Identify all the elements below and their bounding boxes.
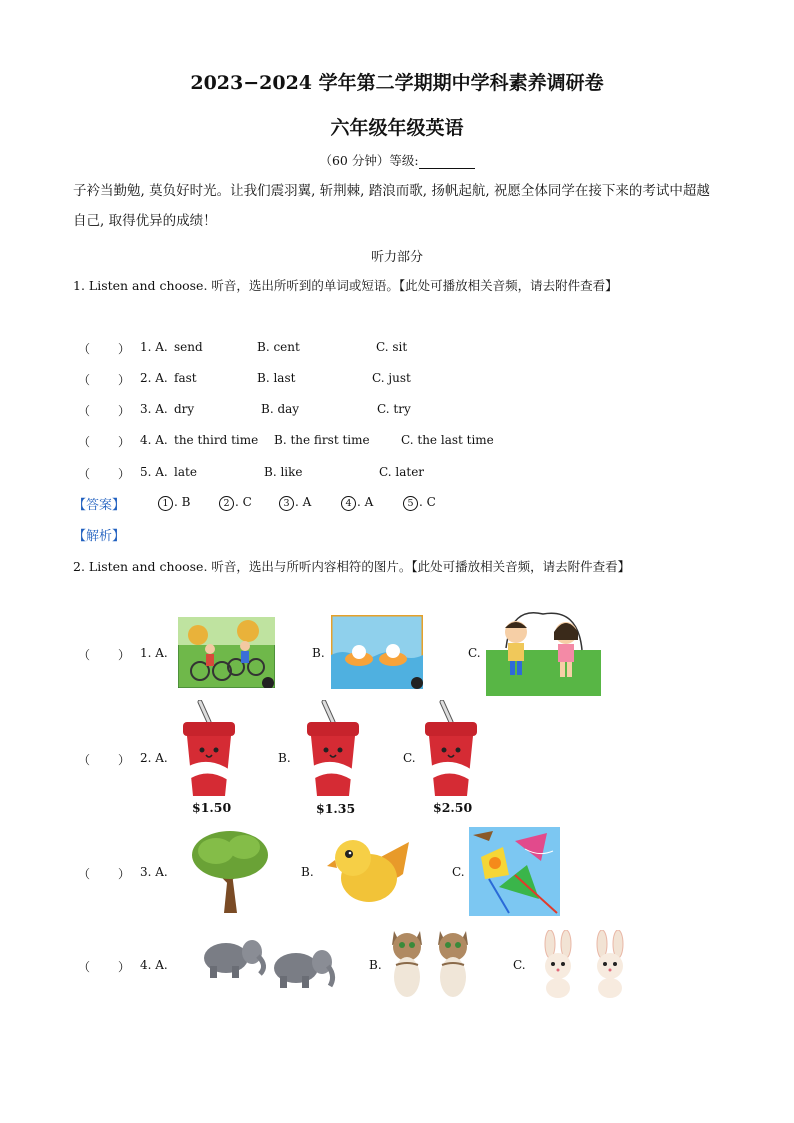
exam-subtitle: 六年级年级英语 bbox=[330, 117, 464, 139]
paren-close: ） bbox=[118, 467, 131, 481]
cats-picture bbox=[386, 925, 476, 1003]
bicycle-picture bbox=[178, 617, 275, 688]
option-b: B. bbox=[301, 865, 314, 879]
answer-number: 2 bbox=[219, 496, 234, 511]
item-num: 2. A. bbox=[140, 751, 168, 765]
price-c: $2.50 bbox=[433, 800, 473, 815]
option-b: B. the first time bbox=[274, 433, 370, 447]
answer-value: . A bbox=[295, 495, 312, 509]
soda-cup-a bbox=[180, 700, 238, 798]
part1-instruction: 1. Listen and choose. 听音，选出所听到的单词或短语。【此处可播放相关音频，请去附件查看】 bbox=[73, 278, 618, 293]
option-a: fast bbox=[174, 371, 197, 385]
answer-number: 3 bbox=[279, 496, 294, 511]
option-c: C. bbox=[452, 865, 465, 879]
option-b: B. cent bbox=[257, 340, 300, 354]
answer-label: 【答案】 bbox=[73, 498, 126, 513]
option-b: B. bbox=[369, 958, 382, 972]
rabbits-picture bbox=[536, 930, 634, 1000]
option-a: send bbox=[174, 340, 203, 354]
paren-open: （ bbox=[78, 467, 91, 481]
bird-picture bbox=[327, 832, 412, 906]
option-c: C. bbox=[403, 751, 416, 765]
price-b: $1.35 bbox=[316, 801, 356, 816]
item-num: 5. A. bbox=[140, 465, 168, 479]
answer-value: . A bbox=[357, 495, 374, 509]
item-num: 2. A. bbox=[140, 371, 168, 385]
soda-cup-c bbox=[422, 700, 480, 798]
option-c: C. the last time bbox=[401, 433, 494, 447]
option-a: the third time bbox=[174, 433, 259, 447]
tree-picture bbox=[190, 829, 270, 915]
section-title: 听力部分 bbox=[370, 250, 423, 265]
kites-picture bbox=[469, 827, 560, 916]
paren-open: （ bbox=[78, 404, 91, 418]
paren-close: ） bbox=[118, 753, 131, 767]
elephants-picture bbox=[198, 932, 336, 994]
answer-list bbox=[158, 495, 478, 513]
item-num: 3. A. bbox=[140, 402, 168, 416]
option-c: C. try bbox=[377, 402, 411, 416]
paren-open: （ bbox=[78, 435, 91, 449]
paren-open: （ bbox=[78, 373, 91, 387]
grade-blank bbox=[419, 155, 475, 169]
answer-value: . B bbox=[174, 495, 191, 509]
answer-value: . C bbox=[419, 495, 436, 509]
paren-close: ） bbox=[118, 867, 131, 881]
paren-open: （ bbox=[78, 342, 91, 356]
exam-meta-text: （60 分钟）等级: bbox=[319, 153, 419, 168]
intro-paragraph: 子衿当勤勉, 莫负好时光。让我们震羽翼, 斩荆棘, 踏浪而歌, 扬帆起航, 祝愿全体同学在接下来的考试中超越自己, 取得优异的成绩！ bbox=[73, 183, 710, 229]
price-a: $1.50 bbox=[192, 800, 232, 815]
soda-cup-b bbox=[304, 700, 362, 798]
option-c: C. sit bbox=[376, 340, 408, 354]
part2-instruction: 2. Listen and choose. 听音，选出与所听内容相符的图片。【此处可播放相关音频，请去附件查看】 bbox=[73, 559, 631, 574]
paren-open: （ bbox=[78, 867, 91, 881]
paren-open: （ bbox=[78, 753, 91, 767]
option-a: late bbox=[174, 465, 197, 479]
paren-close: ） bbox=[118, 404, 131, 418]
item-num: 3. A. bbox=[140, 865, 168, 879]
answer-number: 1 bbox=[158, 496, 173, 511]
option-c: C. bbox=[513, 958, 526, 972]
option-b: B. bbox=[278, 751, 291, 765]
answer-value: . C bbox=[235, 495, 252, 509]
answer-number: 5 bbox=[403, 496, 418, 511]
option-b: B. bbox=[312, 646, 325, 660]
paren-open: （ bbox=[78, 960, 91, 974]
item-num: 4. A. bbox=[140, 433, 168, 447]
exam-title: 2023−2024 学年第二学期期中学科素养调研卷 bbox=[190, 72, 604, 94]
paren-close: ） bbox=[118, 435, 131, 449]
jump-rope-picture bbox=[486, 610, 601, 696]
option-b: B. last bbox=[257, 371, 296, 385]
option-c: C. later bbox=[379, 465, 425, 479]
analysis-label: 【解析】 bbox=[73, 529, 126, 544]
paren-close: ） bbox=[118, 342, 131, 356]
swimming-picture bbox=[331, 615, 423, 689]
option-b: B. like bbox=[264, 465, 303, 479]
item-num: 1. A. bbox=[140, 646, 168, 660]
answer-number: 4 bbox=[341, 496, 356, 511]
paren-open: （ bbox=[78, 648, 91, 662]
option-c: C. bbox=[468, 646, 481, 660]
option-c: C. just bbox=[372, 371, 411, 385]
paren-close: ） bbox=[118, 373, 131, 387]
exam-meta bbox=[0, 151, 794, 169]
item-num: 4. A. bbox=[140, 958, 168, 972]
option-a: dry bbox=[174, 402, 195, 416]
option-b: B. day bbox=[261, 402, 300, 416]
item-num: 1. A. bbox=[140, 340, 168, 354]
paren-close: ） bbox=[118, 960, 131, 974]
paren-close: ） bbox=[118, 648, 131, 662]
